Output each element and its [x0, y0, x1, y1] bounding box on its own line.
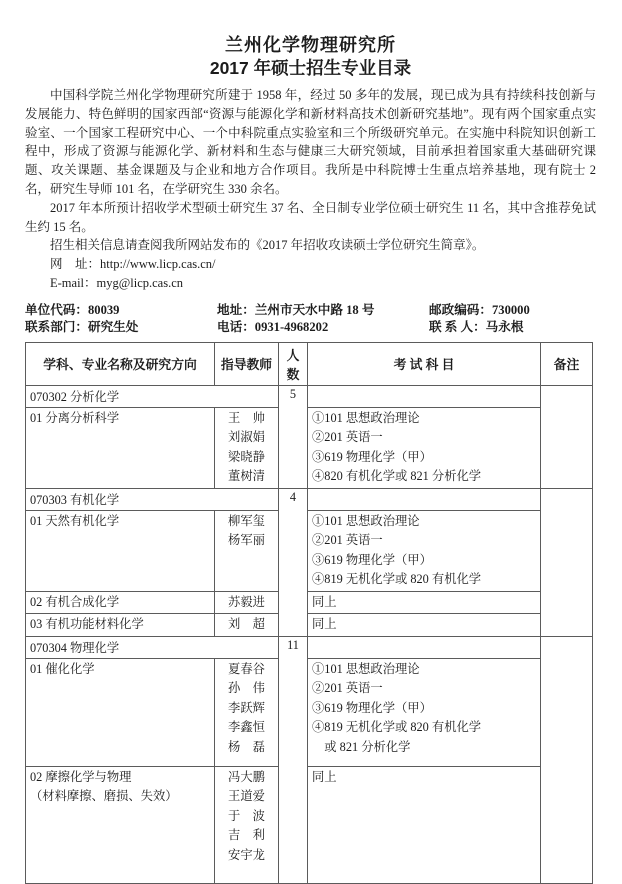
count-cell: 4: [279, 488, 308, 636]
header-remarks: 备注: [541, 342, 593, 385]
program-name-cell: 01 催化化学: [26, 658, 215, 766]
remarks-cell: [541, 385, 593, 488]
website-label: 网 址：: [50, 257, 101, 272]
program-name-cell: 01 天然有机化学: [26, 510, 215, 591]
program-row: [26, 510, 593, 591]
address: 地址：兰州市天水中路 18 号: [217, 302, 375, 317]
contact-row-1: [25, 302, 596, 320]
remarks-cell: [541, 488, 593, 636]
program-row: [26, 614, 593, 637]
subjects-cell: [308, 636, 541, 658]
subjects-cell: 同上: [308, 591, 541, 614]
doc-subtitle: 2017 年硕士招生专业目录: [209, 58, 412, 78]
teachers-cell: 夏春谷 孙 伟 李跃辉 李鑫恒 杨 磊: [215, 658, 279, 766]
section-row-070303: [26, 488, 593, 510]
website-url: http://www.licp.cas.cn/: [100, 257, 216, 272]
program-name-cell: 02 摩擦化学与物理 （材料摩擦、磨损、失效）: [26, 766, 215, 883]
program-row: [26, 658, 593, 766]
subjects-cell: ①101 思想政治理论 ②201 英语一 ③619 物理化学（甲） ④819 无机化学或 820 有机化学 或 821 分析化学: [308, 658, 541, 766]
section-code-cell: 070304 物理化学: [26, 636, 279, 658]
email-address: myg@licp.cas.cn: [96, 275, 184, 290]
program-row: [26, 766, 593, 883]
contact-person: 联 系 人：马永根: [429, 320, 524, 335]
teachers-cell: 柳军玺 杨军丽: [215, 510, 279, 591]
count-cell: 5: [279, 385, 308, 488]
phone: 电话：0931-4968202: [217, 320, 329, 335]
header-supervisor: 指导教师: [215, 342, 279, 385]
section-code-cell: 070303 有机化学: [26, 488, 279, 510]
subjects-cell: [308, 385, 541, 407]
website-line: [25, 255, 596, 274]
contact-row-2: [25, 319, 596, 337]
email-line: [25, 274, 596, 293]
teachers-cell: 苏毅进: [215, 591, 279, 614]
subjects-cell: ①101 思想政治理论 ②201 英语一 ③619 物理化学（甲） ④820 有机化学或 821 分析化学: [308, 407, 541, 488]
intro-paragraph-3: 招生相关信息请查阅我所网站发布的《2017 年招收攻读硕士学位研究生简章》。: [50, 238, 485, 253]
remarks-cell: [541, 636, 593, 883]
table-header-row: [26, 342, 593, 385]
contact-block: [25, 302, 596, 337]
program-name-cell: 02 有机合成化学: [26, 591, 215, 614]
section-row-070304: [26, 636, 593, 658]
subjects-cell: 同上: [308, 614, 541, 637]
program-row: [26, 407, 593, 488]
teachers-cell: 刘 超: [215, 614, 279, 637]
contact-department: 联系部门：研究生处: [25, 320, 139, 335]
intro-paragraph-2: 2017 年本所预计招收学术型硕士研究生 37 名、全日制专业学位硕士研究生 11 名，其中含推荐免试生约 15 名。: [25, 200, 596, 234]
program-name-cell: 03 有机功能材料化学: [26, 614, 215, 637]
teachers-cell: 冯大鹏 王道爱 于 波 吉 利 安宇龙: [215, 766, 279, 883]
section-code-cell: 070302 分析化学: [26, 385, 279, 407]
section-row-070302: [26, 385, 593, 407]
subjects-cell: [308, 488, 541, 510]
count-cell: 11: [279, 636, 308, 883]
teachers-cell: 王 帅 刘淑娟 梁晓静 董树清: [215, 407, 279, 488]
admissions-table: [25, 342, 593, 884]
header-major: 学科、专业名称及研究方向: [26, 342, 215, 385]
program-name-cell: 01 分离分析科学: [26, 407, 215, 488]
subjects-cell: 同上: [308, 766, 541, 883]
email-label: E-mail：: [50, 275, 97, 290]
intro-paragraph-1: 中国科学院兰州化学物理研究所建于 1958 年，经过 50 多年的发展，现已成为具有持续科技创新与发展能力、特色鲜明的国家西部“资源与能源化学和新材料高技术创新研究基地”。现有两个国家重点实验室、一个国家工程研究中心、一个中科院重点实验室和三个所级研究单元。在实施中科院知识创新工程中，形成了资源与能源化学、新材料和生态与健康三大研究领域，目前承担着国家重大基础研究课题、攻关课题、基金课题及与企业和地方合作项目。我所是中科院博士生重点培养基地，现有院士 2 名，研究生导师 101 名，在学研究生 330 余名。: [25, 88, 596, 196]
doc-title: 兰州化学物理研究所: [225, 35, 396, 55]
header-exam-subjects: 考 试 科 目: [308, 342, 541, 385]
program-row: [26, 591, 593, 614]
postcode: 邮政编码：730000: [429, 302, 530, 317]
header-count: 人数: [279, 342, 308, 385]
unit-code: 单位代码：80039: [25, 302, 120, 317]
subjects-cell: ①101 思想政治理论 ②201 英语一 ③619 物理化学（甲） ④819 无机化学或 820 有机化学: [308, 510, 541, 591]
